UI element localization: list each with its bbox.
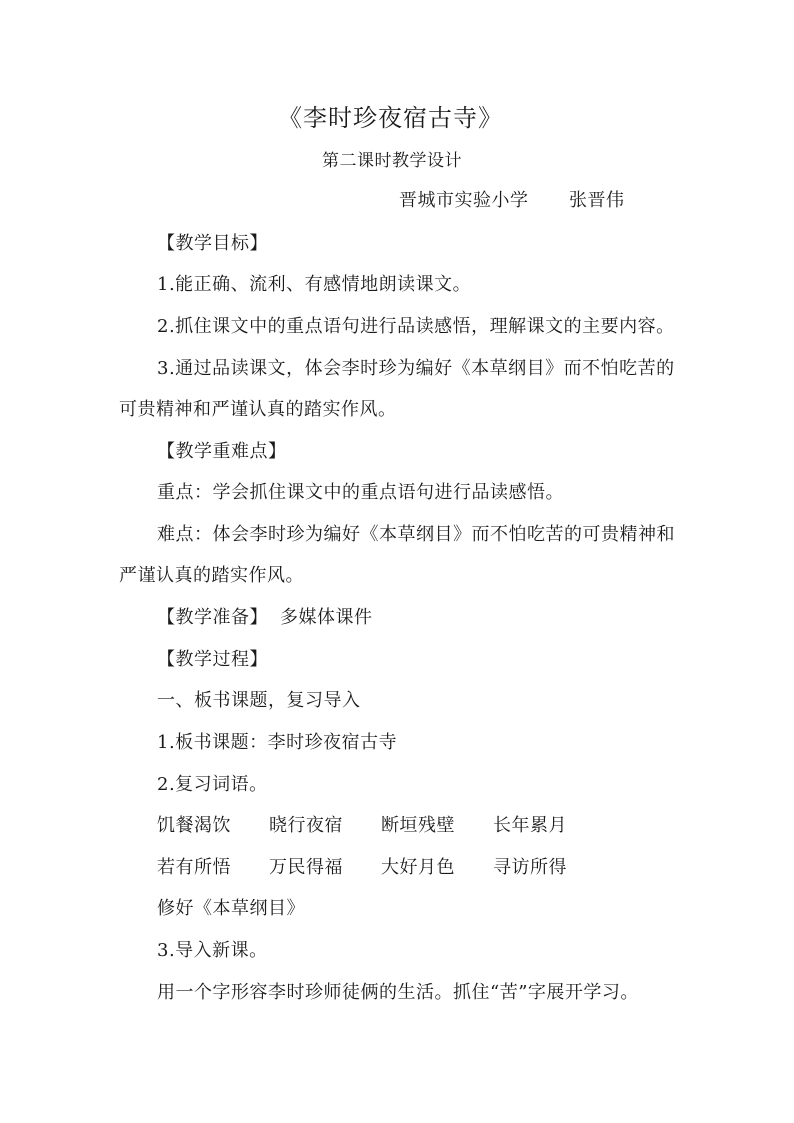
author-school: 晋城市实验小学: [399, 190, 529, 211]
vocab-word: 长年累月: [493, 815, 567, 836]
vocab-word: 若有所悟: [157, 857, 231, 878]
document-subtitle: 第二课时教学设计: [322, 151, 462, 171]
document-title: 《李时珍夜宿古寺》: [278, 104, 503, 132]
vocab-word: 饥餐渴饮: [157, 815, 231, 836]
difficulty-text-line-2: 严谨认真的踏实作风。: [119, 565, 304, 586]
objective-item-1: 1.能正确、流利、有感情地朗读课文。: [157, 274, 472, 295]
step-1: 1.板书课题：李时珍夜宿古寺: [157, 732, 398, 753]
vocab-word: 万民得福: [269, 857, 343, 878]
section-heading-1: 一、板书课题，复习导入: [157, 690, 361, 711]
objective-item-2: 2.抓住课文中的重点语句进行品读感悟，理解课文的主要内容。: [157, 316, 675, 337]
prep-value: 多媒体课件: [280, 607, 373, 628]
vocab-row-1: [157, 814, 637, 838]
objectives-heading: 【教学目标】: [157, 233, 268, 254]
vocab-word: 断垣残壁: [381, 815, 455, 836]
vocab-word: 大好月色: [381, 857, 455, 878]
difficulty-text-line-1: 难点：体会李时珍为编好《本草纲目》而不怕吃苦的可贵精神和: [157, 524, 675, 545]
step-3-text: 用一个字形容李时珍师徒俩的生活。抓住“苦”字展开学习。: [157, 982, 639, 1003]
vocab-row-2: [157, 856, 637, 880]
prep-heading: 【教学准备】: [157, 607, 268, 628]
process-heading: 【教学过程】: [157, 649, 268, 670]
objective-item-3-line-1: 3.通过品读课文，体会李时珍为编好《本草纲目》而不怕吃苦的: [157, 358, 675, 379]
vocab-word: 寻访所得: [493, 857, 567, 878]
author-name: 张晋伟: [569, 190, 625, 211]
objective-item-3-line-2: 可贵精神和严谨认真的踏实作风。: [119, 399, 397, 420]
vocab-row-3: 修好《本草纲目》: [157, 898, 305, 919]
vocab-word: 晓行夜宿: [269, 815, 343, 836]
step-3: 3.导入新课。: [157, 940, 268, 961]
keypoints-heading: 【教学重难点】: [157, 441, 287, 462]
keypoint-text: 重点：学会抓住课文中的重点语句进行品读感悟。: [157, 482, 564, 503]
step-2: 2.复习词语。: [157, 774, 268, 795]
